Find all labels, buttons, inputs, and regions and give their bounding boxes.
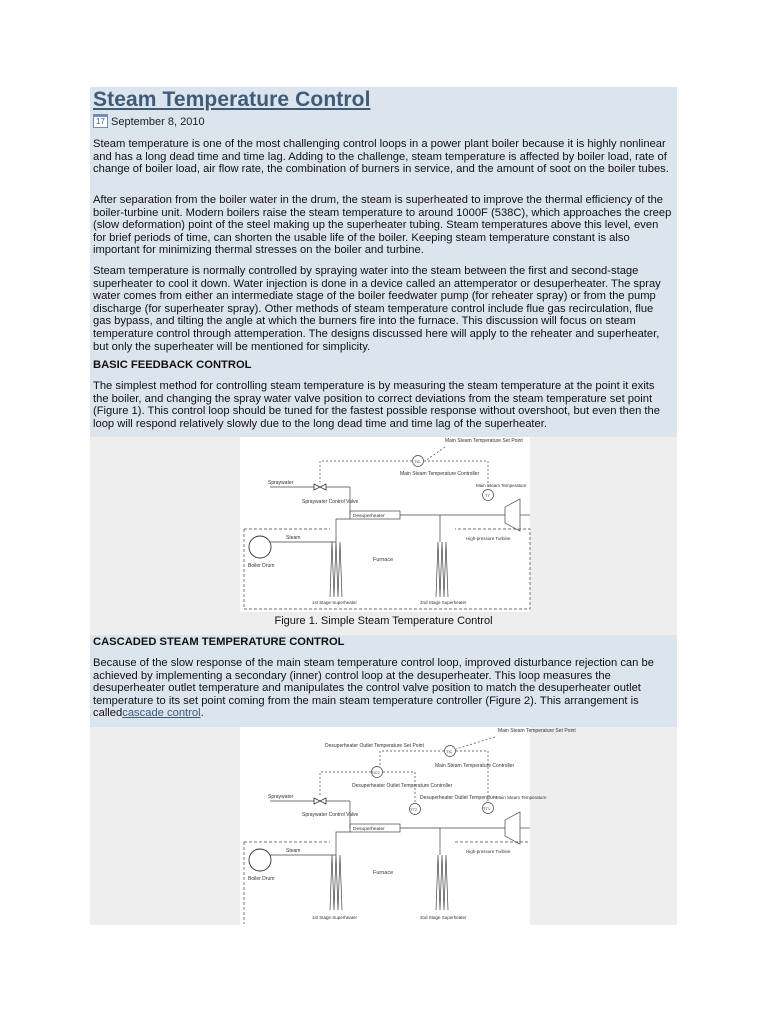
fig1-stage1-label: 1st Stage Superheater xyxy=(312,600,358,605)
figure2-diagram xyxy=(240,727,576,925)
fig2-drum-label: Boiler Drum xyxy=(248,876,275,882)
cascade-text: Because of the slow response of the main steam temperature control loop, improved disturbance rejection can be achieved by implementing a secondary (inner) control loop at the desuperheater. This loop measures the desuperheater outlet temperature and manipulates the control valve position to match the desuperheater outlet temperature to its set point coming from the main steam temperature controller (Figure 2). This arrangement is called xyxy=(93,657,654,720)
fig1-valve-label: Spraywater Control Valve xyxy=(302,499,359,505)
article-page xyxy=(90,87,677,925)
fig2-tt2-label: TT2 xyxy=(410,807,418,812)
fig2-tt1-label: TT1 xyxy=(483,806,491,811)
fig1-spraywater-label: Spraywater xyxy=(268,480,294,486)
heading-basic-feedback: BASIC FEEDBACK CONTROL xyxy=(93,359,252,371)
article-title[interactable]: Steam Temperature Control xyxy=(93,88,371,111)
cascade-text-end: . xyxy=(200,707,204,720)
fig2-controller-label: Main Steam Temperature Controller xyxy=(435,763,515,769)
fig2-valve-symbol xyxy=(314,798,326,804)
fig1-tic-label: TIC xyxy=(414,459,421,464)
fig2-mainsteam-label: Main Steam Temperature xyxy=(496,795,547,800)
fig2-tic2-label: TIC2 xyxy=(371,770,380,775)
paragraph-intro: Steam temperature is one of the most challenging control loops in a power plant boiler because it is highly nonlinear and has a long dead time and time lag. Adding to the challenge, steam temperature is affected by boiler load, rate of change of boiler load, air flow rate, the combination of burners in service, and the amount of soot on the boiler tubes. xyxy=(93,138,669,176)
fig2-spraywater-label: Spraywater xyxy=(268,794,294,800)
fig2-stage2-label: 2nd Stage Superheater xyxy=(420,915,467,920)
valve-symbol xyxy=(314,484,326,490)
paragraph-attemperation: Steam temperature is normally controlled by spraying water into the steam between the first and second-stage superheater to cool it down. Water injection is done in a device called an attemperator or desuperheater. The spray water comes from either an intermediate stage of the boiler feedwater pump (for reheater spray) or from the pump discharge (for superheater spray). Other methods of steam temperature control include flue gas recirculation, flue gas bypass, and tilting the angle at which the burners fire into the furnace. This discussion will focus on steam temperature control through attemperation. The designs discussed here will apply to the reheater and superheater, but only the superheater will be mentioned for simplicity. xyxy=(93,265,661,353)
paragraph-superheating: After separation from the boiler water in the drum, the steam is superheated to improve the thermal efficiency of the boiler-turbine unit. Modern boilers raise the steam temperature to around 1000F (538C), which approaches the creep (slow deformation) point of the steel making up the superheater tubing. Steam temperatures above this level, even for brief periods of time, can shorten the usable life of the boiler. Keeping steam temperature constant is also important for minimizing thermal stresses on the boiler and turbine. xyxy=(93,194,672,257)
post-date xyxy=(93,114,205,130)
paragraph-cascade xyxy=(93,657,673,720)
fig2-steam-label: Steam xyxy=(286,848,301,854)
post-date-text: September 8, 2010 xyxy=(111,116,205,128)
figure1-caption: Figure 1. Simple Steam Temperature Control xyxy=(274,615,493,627)
fig2-furnace-label: Furnace xyxy=(373,870,394,876)
heading-cascade: CASCADED STEAM TEMPERATURE CONTROL xyxy=(93,636,345,648)
fig1-furnace-label: Furnace xyxy=(373,557,394,563)
fig2-setpoint-label: Main Steam Temperature Set Point xyxy=(498,728,576,734)
fig1-tt-label: TT xyxy=(485,493,490,498)
paragraph-basic-feedback: The simplest method for controlling steam temperature is by measuring the steam temperature at the point it exits the boiler, and changing the spray water valve position to correct deviations from the steam temperature set point (Figure 1). This control loop should be tuned for the fastest possible response without overshoot, but even then the loop will respond relatively slowly due to the long dead time and time lag of the superheater. xyxy=(93,380,660,430)
calendar-icon: 17 xyxy=(93,114,108,128)
fig1-turbine-label: High-pressure Turbine xyxy=(466,536,511,541)
fig1-stage2-label: 2nd Stage Superheater xyxy=(420,600,467,605)
fig2-desup-label: Desuperheater xyxy=(353,827,385,832)
cascade-control-link[interactable]: cascade control xyxy=(122,707,201,720)
fig1-drum-label: Boiler Drum xyxy=(248,563,275,569)
fig1-desup-label: Desuperheater xyxy=(353,514,385,519)
fig2-stage1-label: 1st Stage Superheater xyxy=(312,915,358,920)
fig2-desup-ctrl-label: Desuperheater Outlet Temperature Controller xyxy=(352,783,453,789)
fig1-controller-label: Main Steam Temperature Controller xyxy=(400,471,480,477)
fig1-steam-label: Steam xyxy=(286,535,301,541)
fig1-setpoint-label: Main Steam Temperature Set Point xyxy=(445,438,523,444)
fig2-turbine-label: High-pressure Turbine xyxy=(466,849,511,854)
boiler-drum-circle xyxy=(249,536,271,558)
figure1-diagram xyxy=(240,437,530,612)
fig2-drum-circle xyxy=(249,849,271,871)
fig2-desup-sp-label: Desuperheater Outlet Temperature Set Point xyxy=(325,743,424,749)
fig2-tic1-label: TIC xyxy=(446,749,453,754)
fig1-mainsteam-label: Main Steam Temperature xyxy=(476,483,527,488)
fig2-desup-out-label: Desuperheater Outlet Temperature xyxy=(420,795,498,801)
fig2-valve-label: Spraywater Control Valve xyxy=(302,812,359,818)
